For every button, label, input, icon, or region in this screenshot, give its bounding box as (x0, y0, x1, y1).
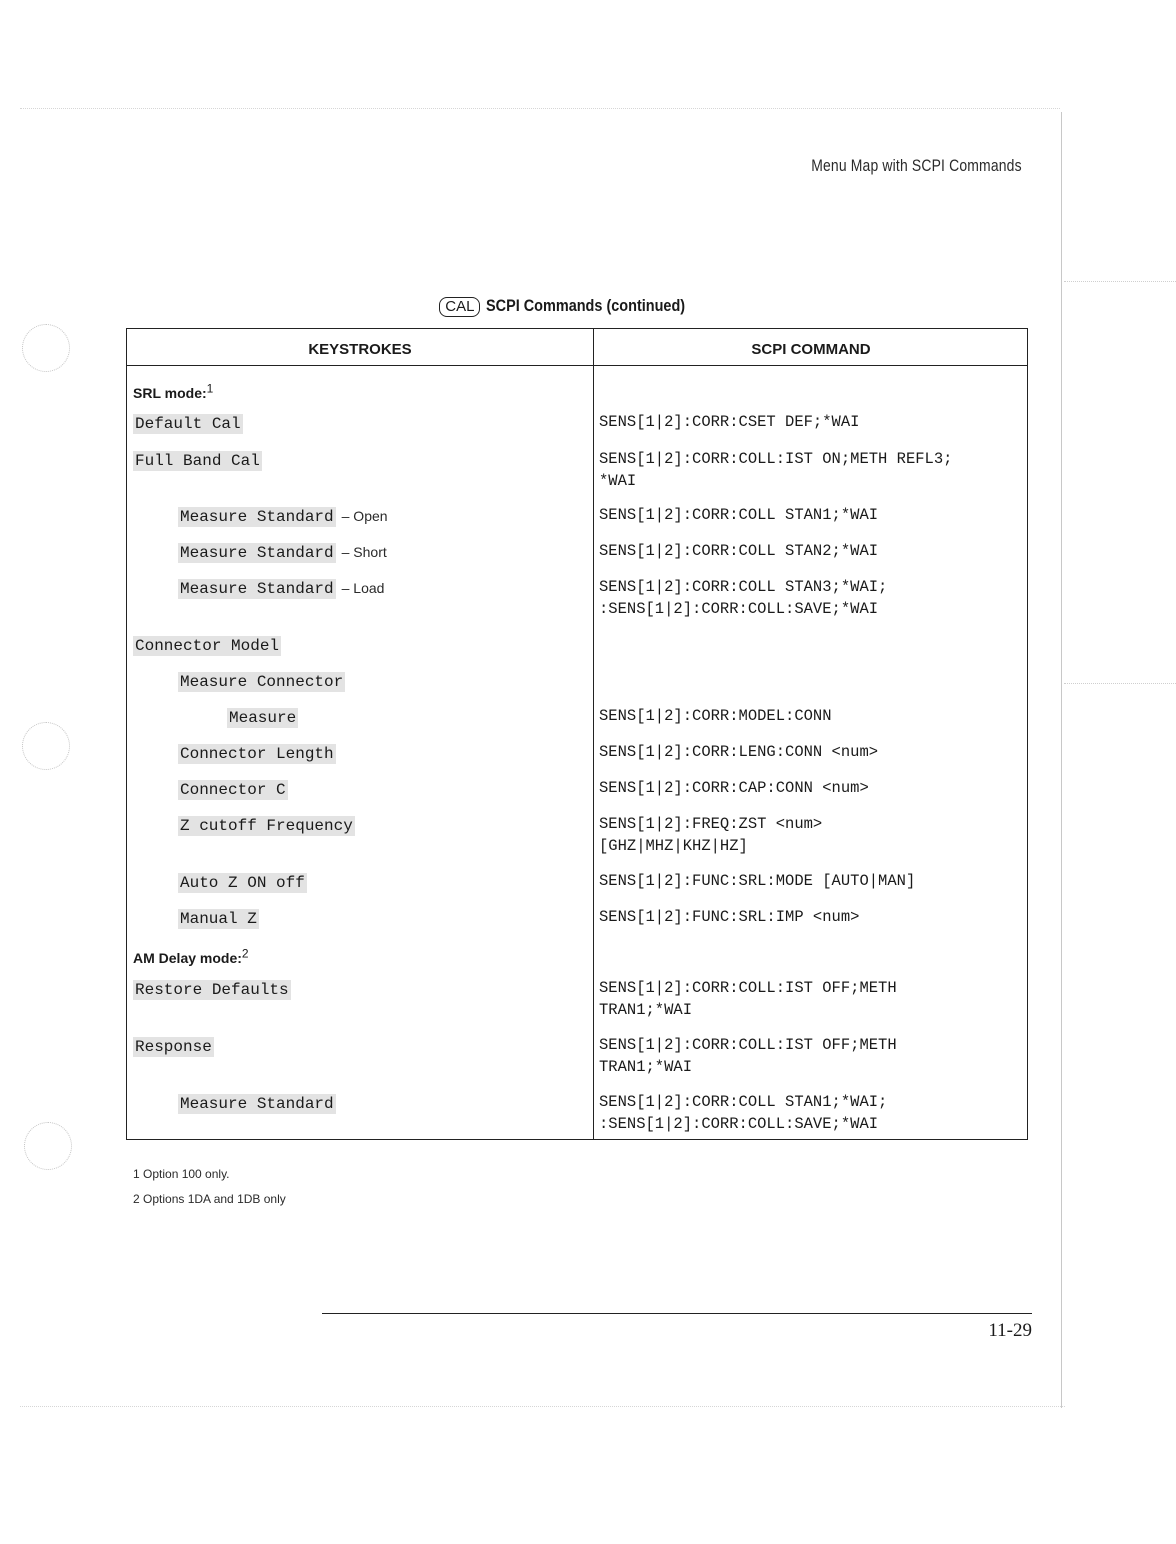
scpi-command-table (126, 328, 1028, 1140)
table-row (178, 673, 345, 691)
footnote-ref: 2 (241, 946, 249, 960)
softkey-manual-z[interactable]: Manual Z (180, 910, 257, 928)
scpi-command: SENS[1|2]:CORR:COLL:IST OFF;METH TRAN1;*WAI (599, 1036, 897, 1076)
table-row (133, 946, 249, 968)
footnote-1: 1 Option 100 only. (133, 1167, 230, 1181)
section-label: AM Delay mode:$^2$ (133, 946, 249, 966)
softkey-measure-standard[interactable]: Measure Standard (180, 1095, 334, 1113)
table-row (178, 544, 387, 562)
scpi-command: SENS[1|2]:CORR:COLL STAN1;*WAI (599, 506, 879, 524)
softkey-measure-standard-short[interactable]: Measure Standard (180, 544, 334, 562)
standard-type: – Load (341, 580, 385, 596)
softkey-measure-standard-open[interactable]: Measure Standard (180, 508, 334, 526)
table-row (178, 910, 259, 928)
scan-border-top (20, 108, 1060, 109)
table-row (133, 415, 243, 433)
table-caption (0, 296, 1160, 317)
scan-border-bottom (20, 1406, 1065, 1407)
table-row (227, 709, 298, 727)
softkey-restore-defaults[interactable]: Restore Defaults (135, 981, 289, 999)
scpi-command: SENS[1|2]:CORR:CAP:CONN <num> (599, 779, 869, 797)
header-rule (127, 365, 1027, 366)
table-row (133, 981, 291, 999)
table-row (133, 637, 281, 655)
softkey-auto-z[interactable]: Auto Z ON off (180, 874, 305, 892)
page-number: 11-29 (988, 1320, 1032, 1341)
scpi-command: SENS[1|2]:FREQ:ZST <num> [GHZ|MHZ|KHZ|HZ] (599, 815, 823, 855)
footnote-ref: 1 (206, 381, 214, 395)
scpi-command: SENS[1|2]:FUNC:SRL:IMP <num> (599, 908, 860, 926)
table-row (178, 1095, 336, 1113)
softkey-full-band-cal[interactable]: Full Band Cal (135, 452, 260, 470)
table-row (178, 874, 307, 892)
column-divider (593, 329, 594, 1139)
punch-hole (22, 722, 70, 770)
table-row (178, 580, 384, 598)
table-row (133, 381, 213, 403)
caption-title: SCPI Commands (continued) (486, 296, 686, 315)
cal-key-icon: CAL (439, 297, 480, 317)
table-row (178, 817, 355, 835)
table-row (178, 745, 336, 763)
scpi-command: SENS[1|2]:CORR:COLL STAN1;*WAI; :SENS[1|2]:CORR:COLL:SAVE;*WAI (599, 1093, 888, 1133)
table-row (133, 452, 262, 470)
softkey-measure-standard-load[interactable]: Measure Standard (180, 580, 334, 598)
softkey-default-cal[interactable]: Default Cal (135, 415, 241, 433)
softkey-measure-connector[interactable]: Measure Connector (180, 673, 344, 691)
keystrokes-header: KEYSTROKES (308, 341, 412, 358)
scan-mark (1064, 281, 1176, 282)
standard-type: – Short (341, 544, 387, 560)
footer-rule (322, 1313, 1032, 1314)
softkey-measure[interactable]: Measure (229, 709, 297, 727)
footnotes (133, 1167, 286, 1217)
scan-mark (1064, 683, 1176, 684)
standard-type: – Open (341, 508, 388, 524)
running-header: Menu Map with SCPI Commands (811, 156, 1022, 175)
footnote-2: 2 Options 1DA and 1DB only (133, 1192, 286, 1206)
scpi-command: SENS[1|2]:CORR:MODEL:CONN (599, 707, 832, 725)
punch-hole (22, 324, 70, 372)
scpi-command-header: SCPI COMMAND (751, 341, 871, 358)
punch-hole (24, 1122, 72, 1170)
scpi-command: SENS[1|2]:CORR:COLL:IST OFF;METH TRAN1;*WAI (599, 979, 897, 1019)
scpi-command: SENS[1|2]:CORR:COLL:IST ON;METH REFL3; *WAI (599, 450, 953, 490)
scpi-command: SENS[1|2]:CORR:CSET DEF;*WAI (599, 413, 860, 431)
scpi-command: SENS[1|2]:CORR:LENG:CONN <num> (599, 743, 879, 761)
softkey-connector-model[interactable]: Connector Model (135, 637, 280, 655)
table-row (133, 1038, 214, 1056)
softkey-connector-length[interactable]: Connector Length (180, 745, 334, 763)
section-label: SRL mode:$^1$ (133, 381, 214, 401)
table-row (178, 508, 388, 526)
softkey-connector-c[interactable]: Connector C (180, 781, 286, 799)
softkey-response[interactable]: Response (135, 1038, 212, 1056)
scpi-command: SENS[1|2]:FUNC:SRL:MODE [AUTO|MAN] (599, 872, 916, 890)
scpi-command: SENS[1|2]:CORR:COLL STAN2;*WAI (599, 542, 879, 560)
table-row (178, 781, 288, 799)
scpi-command: SENS[1|2]:CORR:COLL STAN3;*WAI; :SENS[1|2]:CORR:COLL:SAVE;*WAI (599, 578, 888, 618)
softkey-z-cutoff-frequency[interactable]: Z cutoff Frequency (180, 817, 353, 835)
